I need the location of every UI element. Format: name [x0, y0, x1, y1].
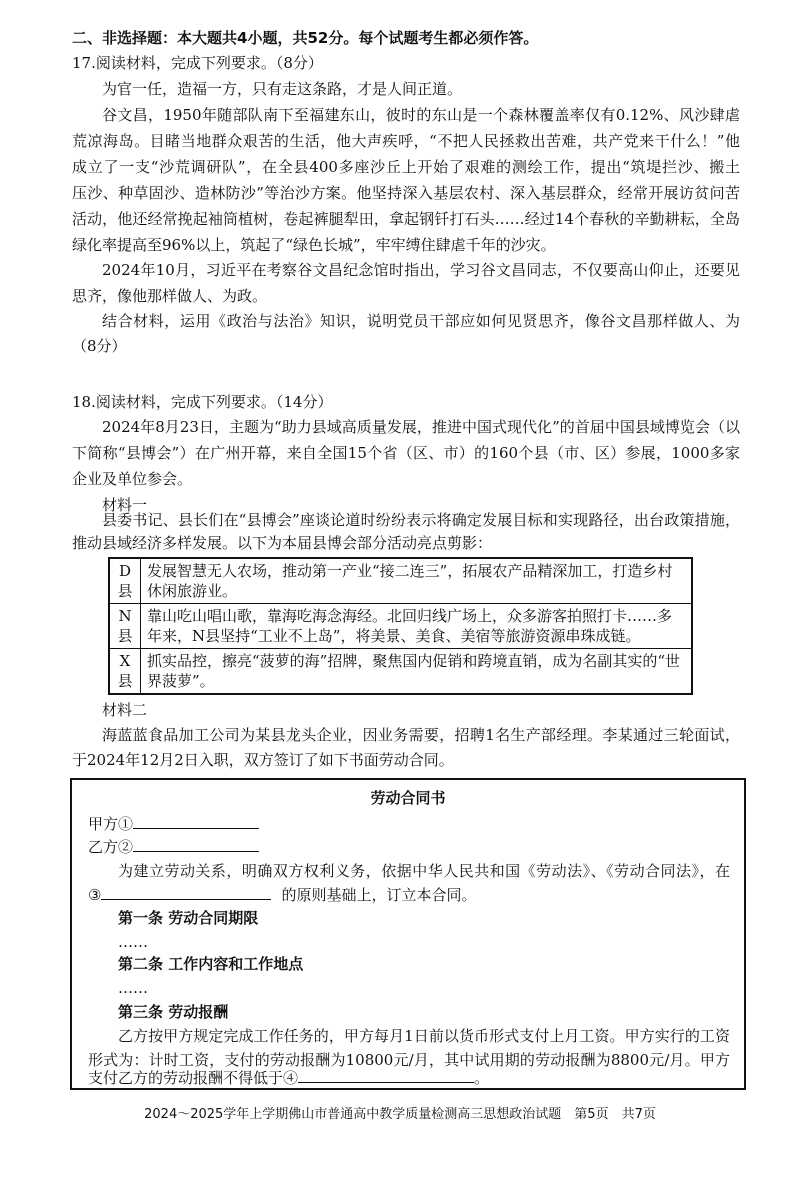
labor-contract-box: [70, 778, 746, 1090]
material2-label: 材料二: [102, 701, 148, 719]
q17-score: （8分）: [72, 337, 127, 355]
county-cell: D县: [109, 558, 141, 604]
q17-line: 谷文昌，1950年随部队南下至福建东山，彼时的东山是一个森林覆盖率仅有0.12%、风沙肆虐: [102, 106, 740, 124]
q17-title: 17.阅读材料，完成下列要求。（8分）: [72, 54, 323, 72]
pay-line-last: [88, 1068, 489, 1088]
contract-title: 劳动合同书: [370, 789, 446, 807]
material1-label: 材料一: [102, 496, 148, 514]
q17-line: 压沙、种草固沙、造林防沙”等治沙方案。他坚持深入基层农村、深入基层群众，经常开展访贫问苦: [72, 184, 740, 202]
q18-intro-line: 企业及单位参会。: [72, 470, 193, 488]
article-2-heading: 第二条 工作内容和工作地点: [118, 955, 304, 973]
q18-intro-line: 下简称“县博会”）在广州开幕，来自全国15个省（区、市）的160个县（市、区）参展，1000多家: [72, 444, 740, 462]
q18-intro-line: 2024年8月23日，主题为“助力县域高质量发展，推进中国式现代化”的首届中国县域博览会（以: [102, 418, 740, 436]
preamble-suffix: 的原则基础上，订立本合同。: [281, 886, 477, 904]
q17-line: 活动，他还经常挽起袖筒植树，卷起裤腿犁田，拿起钢钎打石头……经过14个春秋的辛勤耕耘，全岛: [72, 210, 740, 228]
material1-line: 推动县域经济多样发展。以下为本届县博会部分活动亮点剪影：: [72, 534, 493, 552]
highlight-cell: 靠山吃山唱山歌，靠海吃海念海经。北回归线广场上，众多游客拍照打卡……多年来，N县坚持“工业不上岛”，将美景、美食、美宿等旅游资源串珠成链。: [141, 604, 693, 649]
party-a-label: 甲方①: [88, 815, 134, 833]
page-footer: 2024～2025学年上学期佛山市普通高中教学质量检测高三思想政治试题 第5页 共7页: [144, 1107, 656, 1122]
principle-blank: [101, 885, 271, 900]
material1-line: 县委书记、县长们在“县博会”座谈论道时纷纷表示将确定发展目标和实现路径，出台政策措施，: [102, 511, 740, 529]
table-row: [109, 558, 692, 604]
county-cell: N县: [109, 604, 141, 649]
ellipsis: ……: [118, 933, 148, 951]
q18-title: 18.阅读材料，完成下列要求。（14分）: [72, 393, 333, 411]
party-b-label: 乙方②: [88, 838, 134, 856]
q17-line: 绿化率提高至96%以上，筑起了“绿色长城”，牢牢缚住肆虐千年的沙灾。: [72, 236, 556, 254]
pay-line: 形式为：计时工资，支付的劳动报酬为10800元/月，其中试用期的劳动报酬为8800元/月。甲方: [88, 1051, 730, 1069]
period: 。: [474, 1069, 490, 1087]
party-b-blank: [133, 837, 259, 852]
blank-3-marker: ③: [88, 886, 102, 904]
pay-line: 乙方按甲方规定完成工作任务的，甲方每月1日前以货币形式支付上月工资。甲方实行的工资: [118, 1027, 730, 1045]
county-cell: X县: [109, 649, 141, 695]
highlight-cell: 抓实品控，擦亮“菠萝的海”招牌，聚焦国内促销和跨境直销，成为名副其实的“世界菠萝”。: [141, 649, 693, 695]
contract-preamble: 为建立劳动关系，明确双方权利义务，依据中华人民共和国《劳动法》、《劳动合同法》，在: [118, 862, 730, 880]
party-a-blank: [133, 814, 259, 829]
article-1-heading: 第一条 劳动合同期限: [118, 909, 259, 927]
q17-question: 结合材料，运用《政治与法治》知识，说明党员干部应如何见贤思齐，像谷文昌那样做人、为: [102, 312, 740, 330]
pay-min-label: 支付乙方的劳动报酬不得低于④: [88, 1069, 299, 1087]
q17-line: 荒凉海岛。目睹当地群众艰苦的生活，他大声疾呼，“不把人民拯救出苦难，共产党来干什么！”他: [72, 132, 740, 150]
ellipsis: ……: [118, 979, 148, 997]
q17-line: 为官一任，造福一方，只有走这条路，才是人间正道。: [102, 80, 463, 98]
party-b-field: [88, 837, 259, 857]
q17-line: 成立了一支“沙荒调研队”，在全县400多座沙丘上开始了艰难的测绘工作，提出“筑堤拦沙、搬土: [72, 158, 740, 176]
q17-line: 2024年10月，习近平在考察谷文昌纪念馆时指出，学习谷文昌同志，不仅要高山仰止，还要见: [102, 261, 740, 279]
contract-preamble-cont: [88, 885, 476, 905]
county-highlights-table: [108, 557, 693, 695]
min-wage-blank: [298, 1068, 474, 1083]
section-header: 二、非选择题：本大题共4小题，共52分。每个试题考生都必须作答。: [72, 29, 539, 47]
material2-line: 海蓝蓝食品加工公司为某县龙头企业，因业务需要，招聘1名生产部经理。李某通过三轮面试，: [102, 726, 740, 744]
material2-line: 于2024年12月2日入职，双方签订了如下书面劳动合同。: [72, 751, 454, 769]
highlight-cell: 发展智慧无人农场，推动第一产业“接二连三”，拓展农产品精深加工，打造乡村休闲旅游业。: [141, 558, 693, 604]
q17-line: 思齐，像他那样做人、为政。: [72, 287, 268, 305]
article-3-heading: 第三条 劳动报酬: [118, 1003, 229, 1021]
party-a-field: [88, 814, 259, 834]
table-row: [109, 649, 692, 695]
table-row: [109, 604, 692, 649]
material-flow: [0, 557, 800, 1124]
